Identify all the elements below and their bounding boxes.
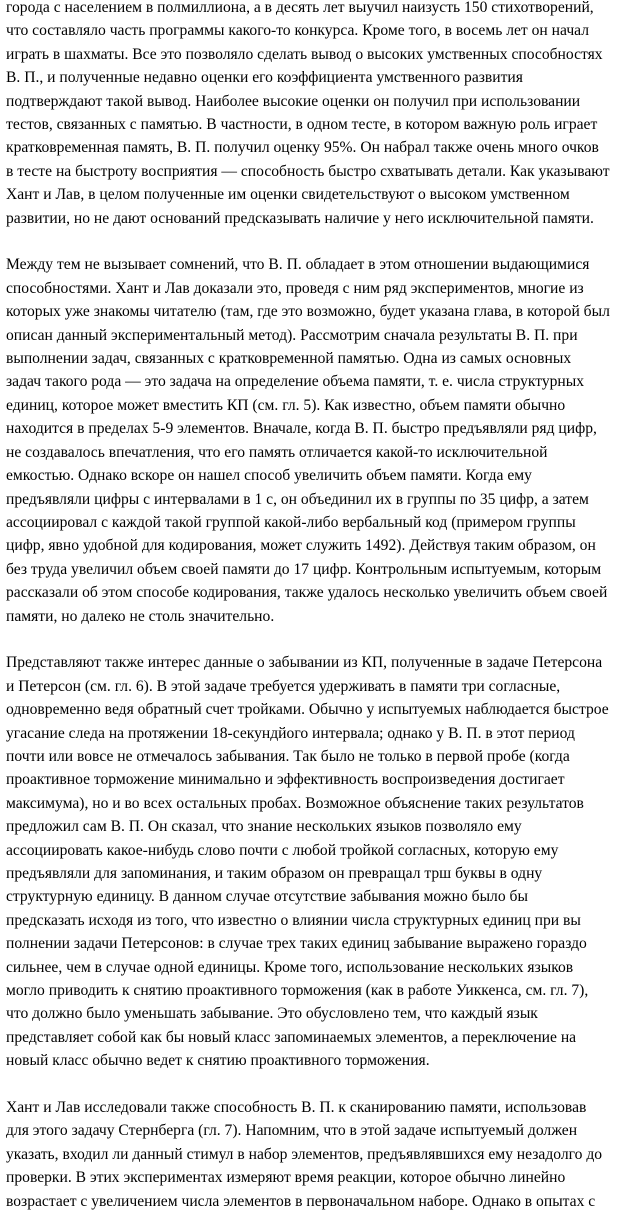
paragraph-3: Представляют также интерес данные о забывании из КП, полученные в задаче Петерсона и Петерсон (см. гл. 6). В этой задаче требуется удерживать в памяти три согласные, одновременно ведя обратный счет тройками. Обычно у испытуемых наблюдается быстрое угасание следа на протяжении 18-секундйого интервала; однако у В. П. в этот период почти или вовсе не отмечалось забывания. Так было не только в первой пробе (когда проактивное торможение минимально и эффективность воспроизведения достигает максимума), но и во всех остальных пробах. Возможное объяснение таких результатов предложил сам В. П. Он сказал, что знание нескольких языков позволяло ему ассоциировать какое-нибудь слово почти с любой тройкой согласных, которую ему предъявляли для запоминания, и таким образом он превращал трш буквы в одну структурную единицу. В данном случае отсутствие забывания можно было бы предсказать исходя из того, что известно о влиянии числа структурных единиц при вы полнении задачи Петерсонов: в случае трех таких единиц забывание выражено гораздо сильнее, чем в случае одной единицы. Кроме того, использование нескольких языков могло приводить к снятию проактивного торможения (как в работе Уиккенса, см. гл. 7), что должно было уменьшать забывание. Это обусловлено тем, что каждый язык представляет собой как бы новый класс запоминаемых элементов, а переключение на новый класс обычно ведет к снятию проактивного торможения. — [6, 654, 609, 1070]
paragraph-2: Между тем не вызывает сомнений, что В. П. обладает в этом отношении выдающимися способностями. Хант и Лав доказали это, проведя с ним ряд экспериментов, многие из которых уже знакомы читателю (там, где это возможно, будет указана глава, в которой был описан данный экспериментальный метод). Рассмотрим сначала результаты В. П. при выполнении задач, связанных с кратковременной памятью. Одна из самых основных задач такого рода — это задача на определение объема памяти, т. е. числа структурных единиц, которое может вместить КП (см. гл. 5). Как известно, объем памяти обычно находится в пределах 5-9 элементов. Вначале, когда В. П. быстро предъявляли ряд цифр, не создавалось впечатления, что его память отличается какой-то исключительной емкостью. Однако вскоре он нашел способ увеличить объем памяти. Когда ему предъявляли цифры с интервалами в 1 с, он объединил их в группы по 35 цифр, а затем ассоциировал с каждой такой группой какой-либо вербальный код (примером группы цифр, явно удобной для кодирования, может служить 1492). Действуя таким образом, он без труда увеличил объем своей памяти до 17 цифр. Контрольным испытуемым, которым рассказали об этом способе кодирования, также удалось несколько увеличить объем своей памяти, но далеко не столь значительно. — [6, 256, 610, 625]
paragraph-1: города с населением в полмиллиона, а в десять лет выучил наизусть 150 стихотворений, что составляло часть программы какого-то конкурса. Кроме того, в восемь лет он начал играть в шахматы. Все это позволяло сделать вывод о высоких умственных способностях В. П., и полученные недавно оценки его коэффициента умственного развития подтверждают такой вывод. Наиболее высокие оценки он получил при использовании тестов, связанных с памятью. В частности, в одном тесте, в котором важную роль играет кратковременная память, В. П. получил оценку 95%. Он набрал также очень много очков в тесте на быстроту восприятия — способность быстро схватывать детали. Как указывают Хант и Лав, в целом полученные им оценки свидетельствуют о высоком умственном развитии, но не дают оснований предсказывать наличие у него исключительной памяти. — [6, 0, 610, 227]
document-page — [6, 0, 610, 1213]
paragraph-4: Хант и Лав исследовали также способность В. П. к сканированию памяти, использовав для этого задачу Стернберга (гл. 7). Напомним, что в этой задаче испытуемый должен указать, входил ли данный стимул в набор элементов, предъявлявшихся ему незадолго до проверки. В этих экспериментах измеряют время реакции, которое обычно линейно возрастает с увеличением числа элементов в первоначальном наборе. Однако в опытах с — [6, 1099, 603, 1210]
